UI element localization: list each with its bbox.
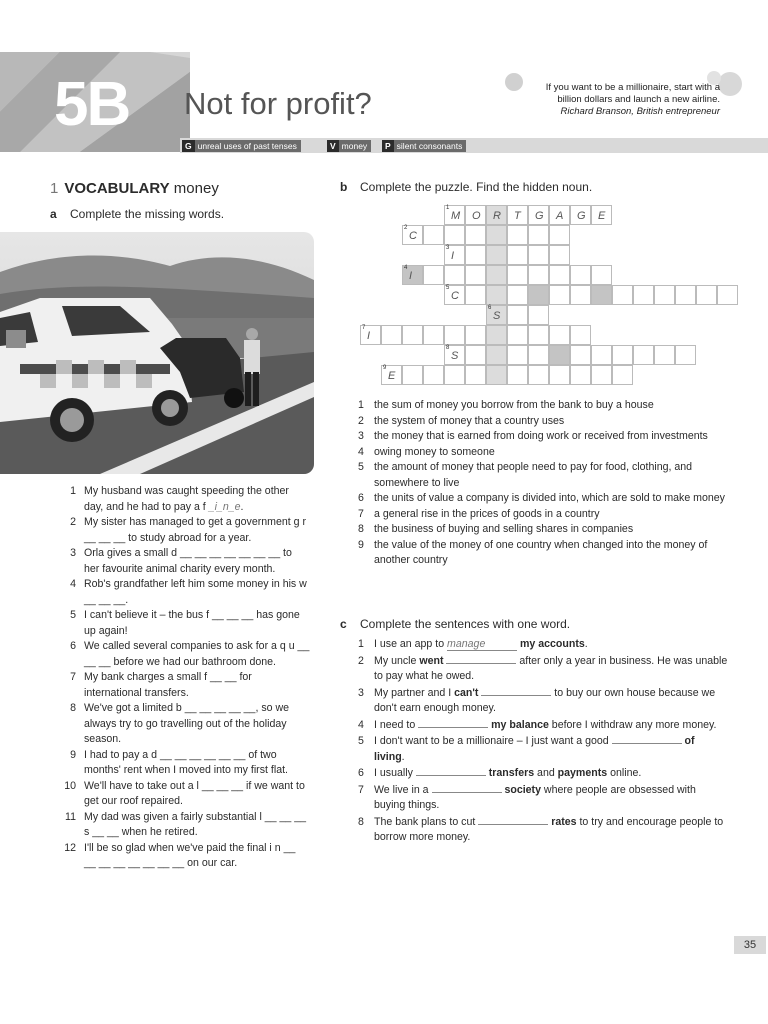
crossword-cell[interactable]	[591, 285, 612, 305]
answer-gap[interactable]	[416, 766, 486, 776]
cell-clue-number: 1	[446, 205, 450, 211]
crossword-cell[interactable]	[444, 265, 465, 285]
section-subtitle: money	[173, 180, 219, 197]
crossword-cell[interactable]	[444, 325, 465, 345]
crossword-cell[interactable]	[465, 265, 486, 285]
clue-text: a general rise in the prices of goods in a country	[374, 507, 600, 520]
cell-letter: I	[451, 250, 455, 262]
crossword-cell[interactable]	[528, 305, 549, 325]
crossword-puzzle	[360, 205, 740, 385]
crossword-cell[interactable]	[528, 265, 549, 285]
crossword-cell[interactable]	[549, 365, 570, 385]
crossword-cell[interactable]	[549, 325, 570, 345]
item-number: 2	[358, 654, 364, 667]
part-a-heading	[50, 207, 224, 222]
crossword-cell[interactable]	[381, 325, 402, 345]
cell-letter: R	[493, 210, 501, 222]
cell-clue-number: 2	[404, 225, 408, 231]
list-item	[56, 577, 310, 608]
crossword-cell[interactable]	[528, 205, 549, 225]
item-number: 7	[70, 671, 76, 683]
item-number: 3	[70, 547, 76, 559]
item-number: 5	[70, 609, 76, 621]
crossword-cell[interactable]	[528, 225, 549, 245]
item-text[interactable]: Rob's grandfather left him some money in his w __ __ __.	[84, 578, 307, 606]
sentence-item	[358, 718, 728, 734]
grammar-tag	[182, 140, 301, 152]
crossword-cell[interactable]	[654, 345, 675, 365]
cell-clue-number: 6	[488, 305, 492, 311]
pronunciation-tag	[382, 140, 466, 152]
clue-text: owing money to someone	[374, 445, 495, 458]
crossword-cell[interactable]	[591, 265, 612, 285]
crossword-cell[interactable]	[696, 285, 717, 305]
crossword-cell[interactable]	[507, 225, 528, 245]
clue-item	[358, 445, 728, 461]
item-number: 7	[358, 783, 364, 796]
clue-item	[358, 398, 728, 414]
cell-clue-number: 9	[383, 365, 387, 371]
crossword-cell[interactable]	[549, 265, 570, 285]
crossword-cell[interactable]	[486, 245, 507, 265]
item-text[interactable]: I can't believe it – the bus f __ __ __ has gone up again!	[84, 609, 300, 637]
clue-text: the units of value a company is divided into, which are sold to make money	[374, 492, 725, 504]
item-text[interactable]: I'll be so glad when we've paid the final i n __ __ __ __ __ __ __ __ on our car.	[84, 841, 296, 869]
crossword-cell[interactable]	[402, 325, 423, 345]
crossword-cell[interactable]	[528, 245, 549, 265]
crossword-cell[interactable]	[633, 285, 654, 305]
crossword-cell[interactable]	[486, 345, 507, 365]
clue-item	[358, 429, 728, 445]
sentence-bold: my balance	[491, 718, 549, 731]
cell-letter: A	[556, 210, 564, 222]
part-letter: a	[50, 207, 57, 221]
sentence-text: My partner and I	[374, 686, 455, 699]
sentence-text: I need to	[374, 718, 419, 731]
item-text[interactable]: We'll have to take out a l __ __ __ if we want to get our roof repaired.	[84, 779, 305, 807]
crossword-cell[interactable]	[465, 365, 486, 385]
clue-text: the amount of money that people need to pay for food, clothing, and somewhere to live	[374, 461, 693, 489]
list-item	[56, 608, 310, 639]
vocabulary-exercise-list	[56, 484, 310, 872]
item-number: 12	[64, 841, 76, 854]
crossword-cell[interactable]	[444, 245, 465, 265]
item-text[interactable]: I had to pay a d __ __ __ __ __ __ of two months' rent when I moved into my first flat.	[84, 748, 288, 776]
crossword-cell[interactable]	[465, 245, 486, 265]
crossword-cell[interactable]	[423, 365, 444, 385]
crossword-cell[interactable]	[591, 365, 612, 385]
sentence-bold: rates	[551, 815, 577, 828]
sentence-text: .	[584, 638, 588, 650]
clue-number: 3	[358, 430, 364, 442]
crossword-cell[interactable]	[423, 265, 444, 285]
crossword-cell[interactable]	[570, 285, 591, 305]
crossword-cell[interactable]	[465, 285, 486, 305]
cell-letter: I	[367, 330, 371, 342]
cell-letter: G	[577, 210, 586, 222]
clue-text: the sum of money you borrow from the bank to buy a house	[374, 399, 654, 411]
clue-item	[358, 414, 728, 430]
crossword-cell[interactable]	[444, 345, 465, 365]
part-c-heading	[340, 617, 570, 632]
clue-number: 2	[358, 414, 364, 427]
crossword-cell[interactable]	[507, 345, 528, 365]
sentence-item	[358, 783, 728, 814]
crossword-cell[interactable]	[423, 225, 444, 245]
item-number: 11	[65, 810, 76, 823]
crossword-cell[interactable]	[675, 345, 696, 365]
list-item	[56, 515, 310, 546]
cell-letter: S	[451, 350, 459, 362]
clue-number: 6	[358, 492, 364, 504]
cell-letter: C	[409, 230, 417, 242]
answer-gap[interactable]	[612, 734, 682, 744]
tag-text: silent consonants	[396, 141, 463, 151]
sentence-item	[358, 734, 728, 765]
clue-text: the system of money that a country uses	[374, 414, 565, 427]
crossword-cell[interactable]	[402, 225, 423, 245]
quote-author: Richard Branson, British entrepreneur	[560, 106, 720, 117]
sentence-text: I don't want to be a millionaire – I just want a good	[374, 735, 612, 747]
sentence-item	[358, 686, 728, 717]
section-heading	[50, 180, 219, 198]
crossword-cell[interactable]	[507, 245, 528, 265]
cell-clue-number: 8	[446, 345, 450, 351]
clue-number: 7	[358, 507, 364, 520]
clue-number: 1	[358, 399, 364, 411]
crossword-cell[interactable]	[612, 365, 633, 385]
crossword-cell[interactable]	[591, 345, 612, 365]
item-number: 8	[70, 702, 76, 714]
crossword-cell[interactable]	[507, 265, 528, 285]
part-instruction: Complete the puzzle. Find the hidden noun.	[360, 180, 593, 194]
vocabulary-tag	[327, 140, 371, 152]
crossword-cell[interactable]	[528, 285, 549, 305]
item-text-end: .	[240, 500, 244, 513]
clue-item	[358, 538, 728, 569]
item-number: 4	[358, 718, 364, 731]
clue-item	[358, 491, 728, 507]
crossword-cell[interactable]	[717, 285, 738, 305]
answer-gap[interactable]	[446, 654, 516, 664]
crossword-cell[interactable]	[507, 365, 528, 385]
crossword-cell[interactable]	[612, 285, 633, 305]
tag-letter: P	[382, 140, 394, 152]
item-number: 4	[70, 578, 76, 590]
sentence-exercise-list	[358, 637, 728, 847]
crossword-cell[interactable]	[549, 345, 570, 365]
page-number: 35	[734, 936, 766, 954]
crossword-cell[interactable]	[402, 265, 423, 285]
crossword-cell[interactable]	[486, 325, 507, 345]
crossword-cell[interactable]	[570, 345, 591, 365]
part-instruction: Complete the missing words.	[70, 207, 225, 221]
part-letter: b	[340, 180, 348, 194]
answer-gap[interactable]: manage	[447, 639, 517, 651]
crossword-cell[interactable]	[507, 205, 528, 225]
crossword-cell[interactable]	[465, 345, 486, 365]
crossword-clue-list	[358, 398, 728, 569]
sentence-item	[358, 766, 728, 782]
crossword-cell[interactable]	[444, 225, 465, 245]
crossword-cell[interactable]	[507, 285, 528, 305]
part-b-heading	[340, 180, 592, 195]
clue-text: the money that is earned from doing work or received from investments	[374, 430, 708, 442]
crossword-cell[interactable]	[570, 365, 591, 385]
crossword-cell[interactable]	[549, 205, 570, 225]
section-number: 1	[50, 180, 59, 197]
item-text[interactable]: We've got a limited b __ __ __ __ __, so we always try to go travelling out of the holiday season.	[84, 702, 290, 745]
sentence-text: .	[401, 750, 405, 763]
sentence-text: The bank plans to cut	[374, 815, 479, 828]
cell-clue-number: 7	[362, 325, 366, 331]
crossword-cell[interactable]	[381, 365, 402, 385]
item-number: 8	[358, 815, 364, 828]
clue-text: the business of buying and selling shares in companies	[374, 523, 634, 535]
crossword-cell[interactable]	[486, 205, 507, 225]
list-item	[56, 701, 310, 748]
crossword-cell[interactable]	[465, 205, 486, 225]
police-car-photo	[0, 232, 314, 474]
sentence-item	[358, 637, 728, 653]
cell-letter: O	[472, 210, 481, 222]
tag-text: unreal uses of past tenses	[197, 141, 297, 151]
answer-gap[interactable]	[432, 783, 502, 793]
item-number: 1	[358, 638, 364, 650]
clue-item	[358, 507, 728, 523]
crossword-cell[interactable]	[549, 245, 570, 265]
list-item	[56, 748, 310, 779]
crossword-cell[interactable]	[654, 285, 675, 305]
crossword-cell[interactable]	[528, 345, 549, 365]
cell-clue-number: 4	[404, 265, 408, 271]
cell-letter: C	[451, 290, 459, 302]
crossword-cell[interactable]	[507, 325, 528, 345]
sentence-text: after only a year in business. He was unable to pay what he owed.	[374, 654, 728, 682]
list-item	[56, 841, 310, 872]
part-instruction: Complete the sentences with one word.	[360, 617, 571, 631]
answer-gap[interactable]	[481, 686, 551, 696]
crossword-cell[interactable]	[528, 365, 549, 385]
item-text[interactable]: Orla gives a small d __ __ __ __ __ __ __ to her favourite animal charity every month.	[84, 547, 292, 575]
crossword-cell[interactable]	[486, 285, 507, 305]
clue-number: 8	[358, 523, 364, 535]
clue-text: the value of the money of one country when changed into the money of another country	[374, 538, 708, 566]
crossword-cell[interactable]	[570, 205, 591, 225]
clue-number: 4	[358, 445, 364, 458]
crossword-cell[interactable]	[423, 325, 444, 345]
crossword-cell[interactable]	[486, 265, 507, 285]
quote-line: If you want to be a millionaire, start with a	[545, 82, 720, 93]
cell-letter: S	[493, 310, 501, 322]
list-item	[56, 546, 310, 577]
clue-item	[358, 460, 728, 491]
cell-letter: E	[598, 210, 606, 222]
sample-answer: _i_n_e	[208, 500, 241, 513]
cell-letter: I	[409, 270, 413, 282]
sentence-text: I use an app to	[374, 638, 448, 650]
sentence-bold: went	[419, 654, 444, 667]
item-number: 3	[358, 686, 364, 699]
cell-clue-number: 3	[446, 245, 450, 251]
item-text[interactable]: My bank charges a small f __ __ for international transfers.	[84, 671, 252, 699]
item-number: 9	[70, 748, 76, 761]
quote-line: billion dollars and launch a new airline.	[557, 94, 720, 105]
sentence-text: where people are obsessed with buying things.	[374, 783, 696, 811]
sentence-text: We live in a	[374, 783, 432, 796]
item-number: 2	[70, 516, 76, 528]
clue-number: 9	[358, 538, 364, 551]
page-header	[0, 52, 768, 152]
crossword-cell[interactable]	[402, 365, 423, 385]
sentence-text: My uncle	[374, 654, 420, 667]
item-number: 1	[70, 485, 76, 497]
item-number: 6	[358, 767, 364, 779]
sentence-bold: my accounts	[520, 638, 585, 650]
crossword-cell[interactable]	[549, 225, 570, 245]
crossword-cell[interactable]	[486, 305, 507, 325]
item-number: 5	[358, 735, 364, 747]
page-title: Not for profit?	[184, 86, 372, 121]
item-text[interactable]: We called several companies to ask for a q u __ __ __ before we had our bathroom done.	[84, 640, 310, 668]
item-number: 6	[70, 640, 76, 652]
sentence-text: to try and encourage people to borrow more money.	[374, 815, 724, 843]
crossword-cell[interactable]	[528, 325, 549, 345]
part-letter: c	[340, 617, 347, 631]
clue-number: 5	[358, 461, 364, 473]
sentence-item	[358, 815, 728, 846]
sentence-bold: society	[504, 783, 541, 796]
header-quote	[480, 82, 720, 118]
crossword-cell[interactable]	[507, 305, 528, 325]
crossword-cell[interactable]	[675, 285, 696, 305]
crossword-cell[interactable]	[549, 285, 570, 305]
item-text: My husband was caught speeding the other day, and he had to pay a f	[84, 485, 289, 513]
lesson-code: 5B	[54, 70, 130, 139]
sentence-text: I usually	[374, 767, 416, 779]
list-item	[56, 670, 310, 701]
sentence-text: online.	[607, 767, 642, 779]
cell-clue-number: 5	[446, 285, 450, 291]
section-title: VOCABULARY	[64, 180, 170, 197]
crossword-cell[interactable]	[444, 285, 465, 305]
crossword-cell[interactable]	[465, 225, 486, 245]
tag-text: money	[341, 141, 368, 151]
crossword-cell[interactable]	[633, 345, 654, 365]
answer-gap[interactable]	[418, 718, 488, 728]
tag-letter: V	[327, 140, 339, 152]
sentence-text: before I withdraw any more money.	[548, 718, 717, 731]
cell-letter: E	[388, 370, 396, 382]
list-item	[56, 810, 310, 841]
answer-gap[interactable]	[478, 815, 548, 825]
crossword-cell[interactable]	[444, 365, 465, 385]
crossword-cell[interactable]	[486, 225, 507, 245]
crossword-cell[interactable]	[465, 325, 486, 345]
sentence-text: and	[534, 767, 558, 779]
list-item	[56, 639, 310, 670]
crossword-cell[interactable]	[360, 325, 381, 345]
sentence-item	[358, 654, 728, 685]
crossword-cell[interactable]	[570, 325, 591, 345]
clue-item	[358, 522, 728, 538]
crossword-cell[interactable]	[570, 265, 591, 285]
sentence-text: to buy our own house because we don't earn enough money.	[374, 686, 716, 714]
sentence-bold: of living	[374, 735, 695, 763]
sentence-bold: can't	[454, 686, 479, 699]
crossword-cell[interactable]	[612, 345, 633, 365]
crossword-cell[interactable]	[444, 205, 465, 225]
cell-letter: G	[535, 210, 544, 222]
list-item	[56, 779, 310, 810]
crossword-cell[interactable]	[591, 205, 612, 225]
cell-letter: T	[514, 210, 521, 222]
item-text[interactable]: My dad was given a fairly substantial l __ __ __ s __ __ when he retired.	[84, 810, 307, 838]
cell-letter: M	[451, 210, 461, 222]
item-text[interactable]: My sister has managed to get a government g r __ __ __ to study abroad for a year.	[84, 516, 306, 544]
list-item	[56, 484, 310, 515]
sentence-bold: transfers	[488, 767, 535, 779]
tag-letter: G	[182, 140, 195, 152]
sentence-bold: payments	[557, 767, 608, 779]
item-number: 10	[64, 779, 76, 792]
crossword-cell[interactable]	[486, 365, 507, 385]
